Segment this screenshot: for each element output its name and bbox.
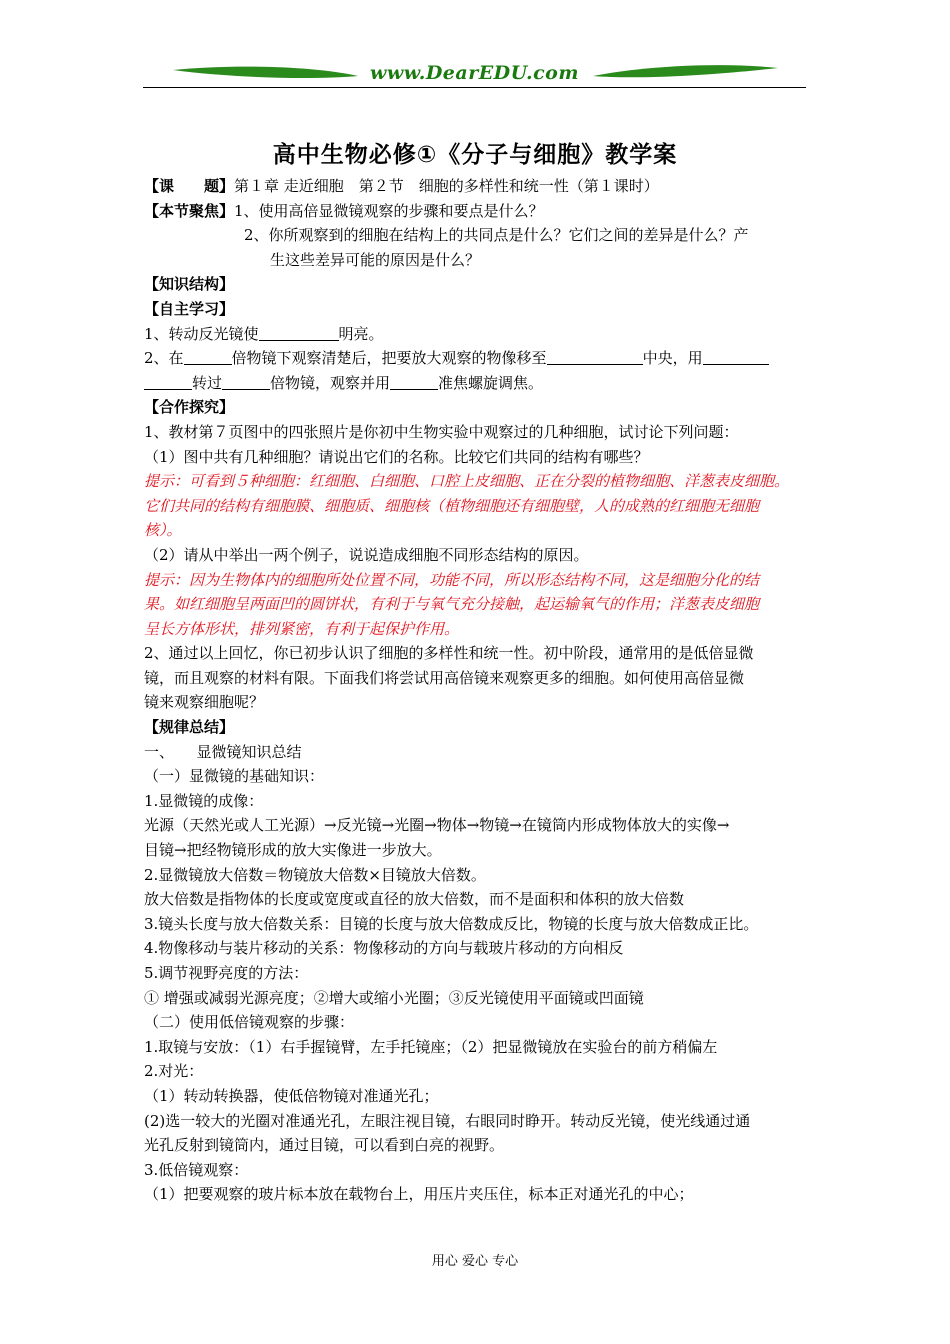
page-footer: 用心 爱心 专心 <box>431 1254 519 1269</box>
summary-line: 1.显微镜的成像： <box>144 791 264 810</box>
header-rule <box>143 87 806 88</box>
summary-line: 放大倍数是指物体的长度或宽度或直径的放大倍数，而不是面积和体积的放大倍数 <box>144 890 685 909</box>
site-logo[interactable]: www.DearEDU.com <box>370 62 579 84</box>
summary-line: （二）使用低倍镜观察的步骤： <box>144 1013 355 1032</box>
text-segment: 转过 <box>192 373 223 392</box>
focus-line <box>144 199 824 224</box>
summary-line: 1.取镜与安放：（1）右手握镜臂，左手托镜座；（2）把显微镜放在实验台的前方稍偏左 <box>144 1037 718 1056</box>
focus-label: 【本节聚焦】 <box>144 201 235 220</box>
fill-blank[interactable] <box>390 373 438 390</box>
fill-blank[interactable] <box>259 324 339 341</box>
hint-line: 提示：可看到５种细胞：红细胞、白细胞、口腔上皮细胞、正在分裂的植物细胞、洋葱表皮细胞。 <box>144 472 790 491</box>
cooperate-line: 2、通过以上回忆，你已初步认识了细胞的多样性和统一性。初中阶段，通常用的是低倍显微 <box>144 644 754 663</box>
cooperate-label: 【合作探究】 <box>144 398 235 417</box>
cooperate-line: 镜，而且观察的材料有限。下面我们将尝试用高倍镜来观察更多的细胞。如何使用高倍显微 <box>144 668 745 687</box>
summary-line: 3.镜头长度与放大倍数关系：目镜的长度与放大倍数成反比，物镜的长度与放大倍数成正比。 <box>144 914 759 933</box>
focus-q2b: 生这些差异可能的原因是什么？ <box>270 250 481 269</box>
summary-line: 目镜→把经物镜形成的放大实像进一步放大。 <box>144 841 442 860</box>
text-segment: 2、在 <box>144 349 184 368</box>
hint-line: 核）。 <box>144 521 182 540</box>
summary-line: (2)选一较大的光圈对准通光孔，左眼注视目镜，右眼同时睁开。转动反光镜，使光线通过通 <box>144 1111 751 1130</box>
summary-line: 一、 显微镜知识总结 <box>144 742 302 761</box>
hint-line: 它们共同的结构有细胞膜、细胞质、细胞核（植物细胞还有细胞壁，人的成熟的红细胞无细胞 <box>144 496 760 515</box>
lesson-text: 第１章 走近细胞 第２节 细胞的多样性和统一性（第１课时） <box>234 177 659 195</box>
text-segment: 倍物镜下观察清楚后，把要放大观察的物像移至 <box>231 349 547 368</box>
summary-line: 5.调节视野亮度的方法： <box>144 964 309 982</box>
cooperate-line: （1）图中共有几种细胞？请说出它们的名称。比较它们共同的结构有哪些？ <box>144 447 649 466</box>
hint-line: 提示：因为生物体内的细胞所处位置不同，功能不同，所以形态结构不同，这是细胞分化的结 <box>144 570 760 589</box>
text-segment: 明亮。 <box>338 324 384 343</box>
cooperate-line: 镜来观察细胞呢？ <box>144 693 265 712</box>
summary-line: （1）把要观察的玻片标本放在载物台上，用压片夹压住，标本正对通光孔的中心； <box>144 1185 694 1204</box>
text-segment: 倍物镜，观察并用 <box>270 373 391 392</box>
summary-line: 3.低倍镜观察： <box>144 1160 249 1179</box>
knowledge-label: 【知识结构】 <box>144 275 235 294</box>
fill-blank[interactable] <box>547 348 643 365</box>
summary-line: （1）转动转换器，使低倍物镜对准通光孔； <box>144 1086 439 1105</box>
fill-blank[interactable] <box>222 373 270 390</box>
lesson-label: 【课 题】 <box>144 177 235 195</box>
summary-line: 光孔反射到镜筒内，通过目镜，可以看到白亮的视野。 <box>144 1136 505 1155</box>
fill-blank[interactable] <box>184 348 232 365</box>
text-segment: 1、转动反光镜使 <box>144 324 259 343</box>
hint-line: 呈长方体形状，排列紧密，有利于起保护作用。 <box>144 619 460 638</box>
fill-blank[interactable] <box>144 373 192 390</box>
summary-line: 光源（天然光或人工光源）→反光镜→光圈→物体→物镜→在镜筒内形成物体放大的实像→ <box>144 816 730 835</box>
self-study-label: 【自主学习】 <box>144 299 235 318</box>
cooperate-line: （2）请从中举出一两个例子，说说造成细胞不同形态结构的原因。 <box>144 545 589 564</box>
self-study-line-1 <box>144 322 824 347</box>
summary-line: 4.物像移动与装片移动的关系：物像移动的方向与载玻片移动的方向相反 <box>144 939 624 958</box>
page-header <box>143 58 806 90</box>
page-title: 高中生物必修①《分子与细胞》教学案 <box>272 142 678 168</box>
focus-q1: 1、使用高倍显微镜观察的步骤和要点是什么？ <box>234 201 544 220</box>
summary-line: （一）显微镜的基础知识： <box>144 767 325 786</box>
fill-blank[interactable] <box>703 348 769 365</box>
hint-line: 果。如红细胞呈两面凹的圆饼状，有利于与氧气充分接触，起运输氧气的作用；洋葱表皮细胞 <box>144 595 760 614</box>
text-segment: 中央，用 <box>642 349 703 368</box>
self-study-line-3 <box>144 371 824 396</box>
summary-line: 2.对光： <box>144 1062 204 1081</box>
cooperate-line: 1、教材第７页图中的四张照片是你初中生物实验中观察过的几种细胞，试讨论下列问题： <box>144 422 739 441</box>
focus-q2a: 2、你所观察到的细胞在结构上的共同点是什么？它们之间的差异是什么？产 <box>244 226 749 245</box>
summary-label: 【规律总结】 <box>144 718 235 737</box>
text-segment: 准焦螺旋调焦。 <box>438 373 544 392</box>
self-study-line-2 <box>144 346 824 371</box>
lesson-line <box>144 174 824 199</box>
summary-line: ① 增强或减弱光源亮度；②增大或缩小光圈；③反光镜使用平面镜或凹面镜 <box>144 988 644 1007</box>
summary-line: 2.显微镜放大倍数＝物镜放大倍数×目镜放大倍数。 <box>144 865 486 884</box>
document-body <box>144 174 824 1207</box>
